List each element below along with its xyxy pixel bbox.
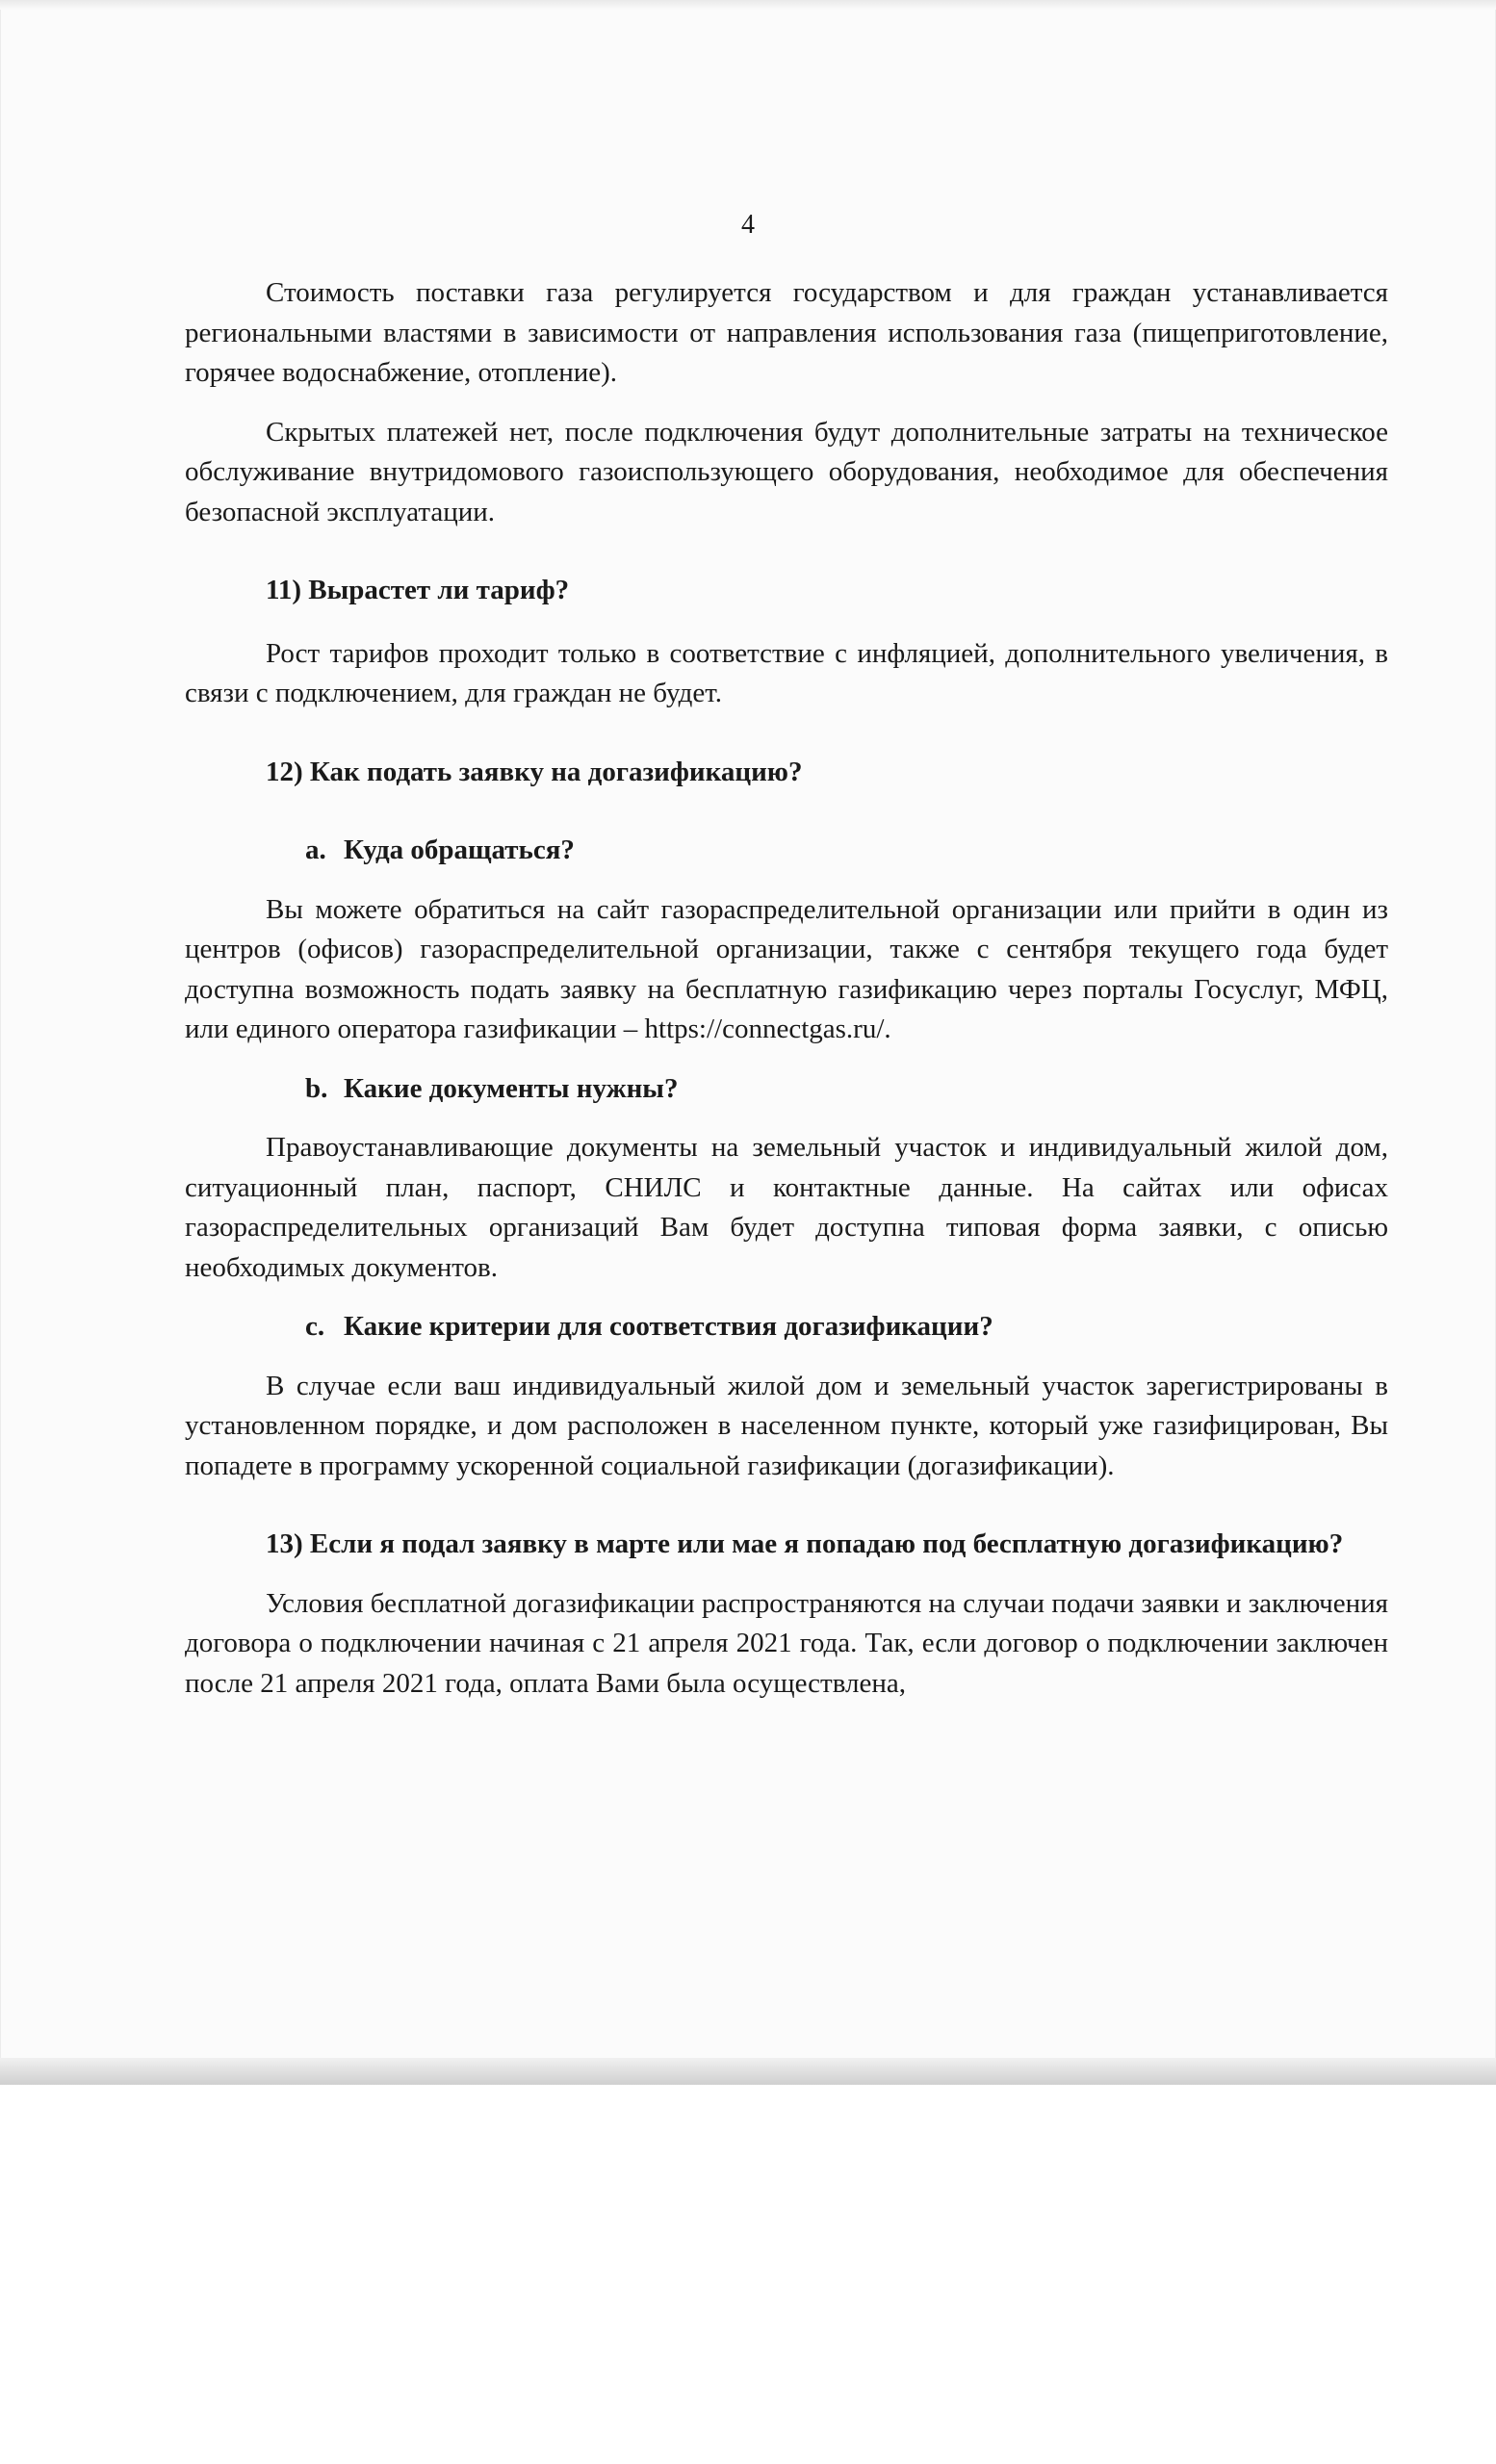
subheading-text: Какие критерии для соответствия догазификации? bbox=[344, 1311, 993, 1342]
paragraph-criteria: В случае если ваш индивидуальный жилой дом и земельный участок зарегистрированы в установленном порядке, и дом расположен в населенном пункте, который уже газифицирован, Вы попадете в программу ускоренной социальной газификации (догазификации). bbox=[185, 1370, 1388, 1481]
heading-question-13: 13) Если я подал заявку в марте или мае я попадаю под бесплатную догазификацию? bbox=[266, 1528, 1344, 1559]
subheading-marker: a. bbox=[305, 834, 326, 865]
paragraph-hidden-payments: Скрытых платежей нет, после подключения будут дополнительные затраты на техническое обслуживание внутридомового газоиспользующего оборудования, необходимое для обеспечения безопасной эксплуатации. bbox=[185, 416, 1388, 527]
heading-question-12: 12) Как подать заявку на догазификацию? bbox=[266, 756, 803, 787]
scan-bottom-edge bbox=[0, 2058, 1496, 2085]
paragraph-documents: Правоустанавливающие документы на земельный участок и индивидуальный жилой дом, ситуационный план, паспорт, СНИЛС и контактные данные. На сайтах или офисах газораспределительных организаций Вам будет доступна типовая форма заявки, с описью необходимых документов. bbox=[185, 1132, 1388, 1283]
subheading-marker: c. bbox=[305, 1311, 325, 1342]
subheading-text: Куда обращаться? bbox=[344, 834, 575, 865]
paragraph-free-conditions: Условия бесплатной догазификации распространяются на случаи подачи заявки и заключения договора о подключении начиная с 21 апреля 2021 года. Так, если договор о подключении заключен после 21 апреля 2021 года, оплата Вами была осуществлена, bbox=[185, 1587, 1388, 1699]
paragraph-where-to-apply: Вы можете обратиться на сайт газораспределительной организации или прийти в один из центров (офисов) газораспределительной организации, также с сентября текущего года будет доступна возможность подать заявку на бесплатную газификацию через порталы Госуслуг, МФЦ, или единого оператора газификации – https://connectgas.ru/. bbox=[185, 893, 1388, 1044]
document-body bbox=[185, 273, 1388, 1704]
subheading-criteria bbox=[185, 1307, 1388, 1348]
subheading-text: Какие документы нужны? bbox=[344, 1072, 679, 1104]
paragraph-tariff: Рост тарифов проходит только в соответствие с инфляцией, дополнительного увеличения, в связи с подключением, для граждан не будет. bbox=[185, 637, 1388, 708]
heading-question-11: 11) Вырастет ли тариф? bbox=[266, 575, 570, 605]
subheading-documents bbox=[185, 1069, 1388, 1110]
scan-top-edge bbox=[0, 0, 1496, 10]
subheading-marker: b. bbox=[305, 1072, 328, 1104]
paragraph-gas-cost: Стоимость поставки газа регулируется государством и для граждан устанавливается региональными властями в зависимости от направления использования газа (пищеприготовление, горячее водоснабжение, отопление). bbox=[185, 277, 1388, 388]
page-number: 4 bbox=[741, 210, 755, 240]
subheading-where-to-apply bbox=[185, 831, 1388, 871]
